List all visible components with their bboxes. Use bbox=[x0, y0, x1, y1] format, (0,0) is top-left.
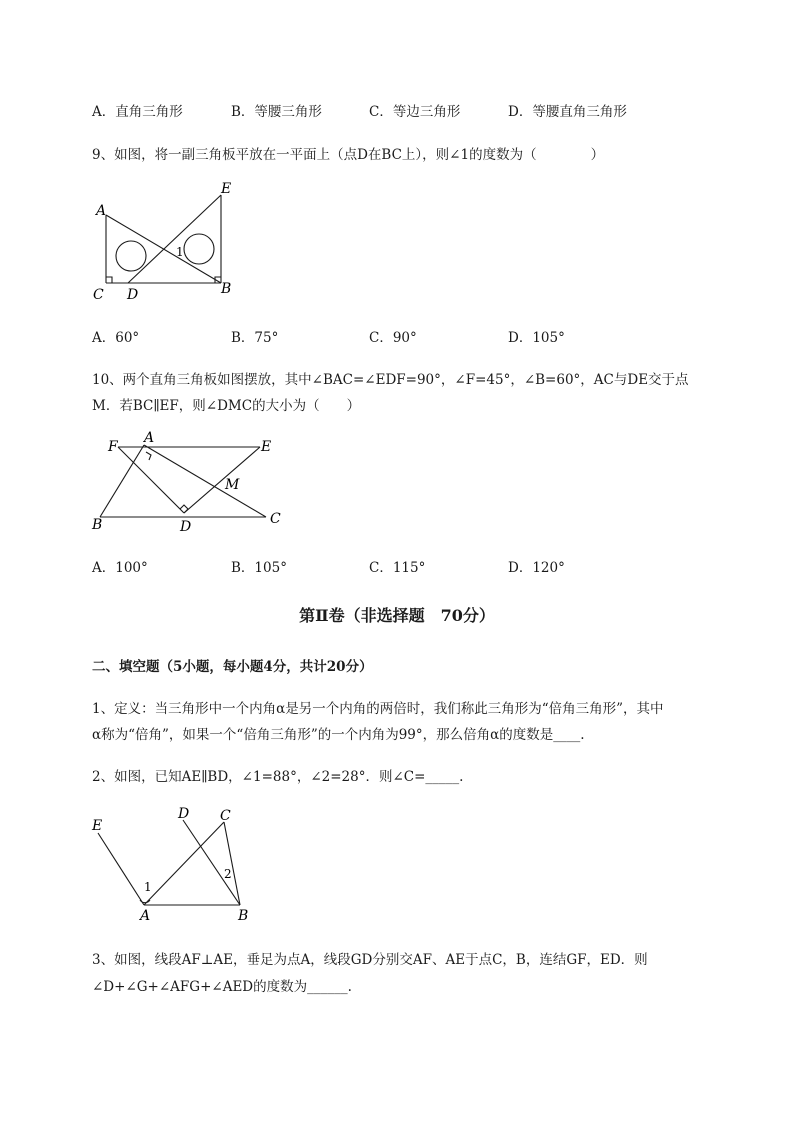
fill2-label-e: E bbox=[92, 818, 103, 834]
q9-label-angle1: 1 bbox=[176, 245, 184, 259]
q8-option-b: B．等腰三角形 bbox=[231, 104, 322, 120]
q10-label-b: B bbox=[92, 517, 103, 533]
q10-figure bbox=[88, 425, 293, 540]
q10-label-d: D bbox=[180, 519, 192, 535]
fill2-figure bbox=[88, 800, 263, 925]
q9-figure bbox=[88, 175, 248, 305]
q8-option-c: C．等边三角形 bbox=[369, 104, 461, 120]
fill2-label-b: B bbox=[238, 908, 249, 924]
q9-label-b: B bbox=[221, 281, 232, 297]
q9-option-c: C．90° bbox=[369, 330, 417, 346]
q10-option-b: B．105° bbox=[231, 560, 287, 576]
fill2-label-angle1: 1 bbox=[144, 880, 152, 894]
q10-label-f: F bbox=[108, 439, 118, 455]
fill2-label-a: A bbox=[140, 908, 151, 924]
q10-label-m: M bbox=[225, 477, 240, 493]
q9-option-d: D．105° bbox=[508, 330, 565, 346]
q9-label-c: C bbox=[93, 287, 104, 303]
q10-stem-line2: M．若BC∥EF，则∠DMC的大小为（ ） bbox=[92, 398, 361, 414]
q9-option-b: B．75° bbox=[231, 330, 279, 346]
q10-option-c: C．115° bbox=[369, 560, 426, 576]
q10-option-d: D．120° bbox=[508, 560, 565, 576]
q9-label-e: E bbox=[221, 181, 232, 197]
fill2-label-d: D bbox=[178, 806, 190, 822]
q10-stem-line1: 10、两个直角三角板如图摆放，其中∠BAC=∠EDF=90°，∠F=45°，∠B=60°，AC与DE交于点 bbox=[92, 372, 689, 388]
fill1-line1: 1、定义：当三角形中一个内角α是另一个内角的两倍时，我们称此三角形为“倍角三角形”，其中 bbox=[92, 701, 664, 717]
fill2-label-angle2: 2 bbox=[224, 867, 232, 881]
q8-option-d: D．等腰直角三角形 bbox=[508, 104, 627, 120]
q9-option-a: A．60° bbox=[92, 330, 140, 346]
fill2-label-c: C bbox=[220, 808, 231, 824]
q10-option-a: A．100° bbox=[92, 560, 148, 576]
q10-label-e: E bbox=[261, 439, 272, 455]
fill2-stem: 2、如图，已知AE∥BD，∠1=88°，∠2=28°．则∠C=_____. bbox=[92, 769, 464, 785]
fill3-line1: 3、如图，线段AF⊥AE，垂足为点A，线段GD分别交AF、AE于点C，B，连结GF，ED．则 bbox=[92, 952, 648, 968]
section-title: 第Ⅱ卷（非选择题 70分） bbox=[299, 606, 495, 625]
fill3-line2: ∠D+∠G+∠AFG+∠AED的度数为______. bbox=[92, 979, 352, 995]
q10-label-a: A bbox=[144, 430, 155, 446]
q9-label-a: A bbox=[96, 203, 107, 219]
q9-label-d: D bbox=[127, 287, 139, 303]
part2-heading: 二、填空题（5小题，每小题4分，共计20分） bbox=[92, 659, 373, 675]
fill1-line2: α称为“倍角”，如果一个“倍角三角形”的一个内角为99°，那么倍角α的度数是____. bbox=[92, 727, 585, 743]
q8-option-a: A．直角三角形 bbox=[92, 104, 183, 120]
q10-label-c: C bbox=[270, 511, 281, 527]
q9-stem: 9、如图，将一副三角板平放在一平面上（点D在BC上），则∠1的度数为（ ） bbox=[92, 147, 605, 163]
